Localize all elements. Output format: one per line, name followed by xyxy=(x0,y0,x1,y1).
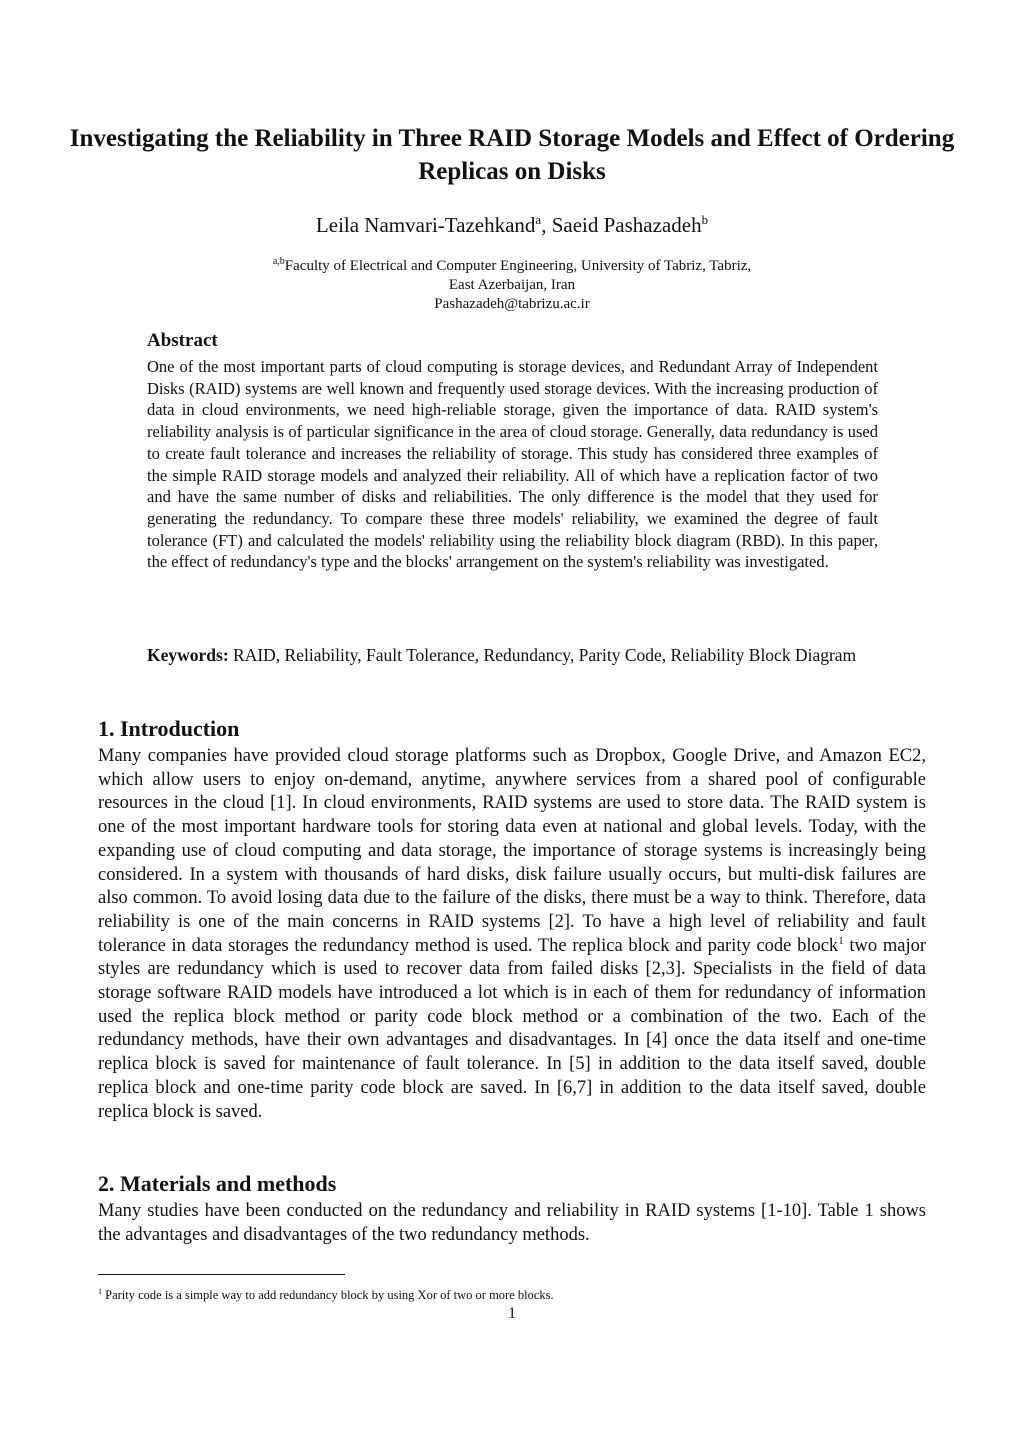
affiliation xyxy=(0,252,1024,314)
author-name: Saeid Pashazadeh xyxy=(551,213,702,237)
author-affiliation-mark: a xyxy=(535,212,542,227)
abstract-heading: Abstract xyxy=(147,330,218,351)
abstract-text: One of the most important parts of cloud computing is storage devices, and Redundant Array of Independent Disks (RAID) systems are well known and frequently used storage devices. With the increasing production of data in cloud environments, we need high-reliable storage, given the importance of data. RAID system's reliability analysis is of particular significance in the area of cloud storage. Generally, data redundancy is used to create fault tolerance and increases the reliability of storage. This study has considered three examples of the simple RAID storage models and analyzed their reliability. All of which have a replication factor of two and have the same number of disks and reliabilities. The only difference is the model that they used for generating the redundancy. To compare these three models' reliability, we examined the degree of fault tolerance (FT) and calculated the models' reliability using the reliability block diagram (RBD). In this paper, the effect of redundancy's type and the blocks' arrangement on the system's reliability was investigated. xyxy=(147,357,878,572)
footnote xyxy=(98,1287,554,1303)
section-heading-methods: 2. Materials and methods xyxy=(98,1171,337,1196)
footnote-text: Parity code is a simple way to add redundancy block by using Xor of two or more blocks. xyxy=(102,1288,554,1303)
footnote-reference: 1 xyxy=(838,934,844,947)
author-email: Pashazadeh@tabrizu.ac.ir xyxy=(434,296,590,312)
author-separator: , xyxy=(541,213,552,237)
affiliation-mark: a,b xyxy=(272,256,285,267)
footnote-divider xyxy=(98,1274,345,1275)
author-name: Leila Namvari-Tazehkand xyxy=(315,213,536,237)
keywords-text: RAID, Reliability, Fault Tolerance, Redundancy, Parity Code, Reliability Block Diagram xyxy=(228,645,857,665)
methods-text: Many studies have been conducted on the redundancy and reliability in RAID systems [1-10]. Table 1 shows the advantages and disadvantages of the two redundancy methods. xyxy=(98,1201,926,1245)
keywords-label: Keywords: xyxy=(147,645,229,665)
footnote-mark: 1 xyxy=(98,1287,102,1296)
section-heading-introduction: 1. Introduction xyxy=(98,716,240,741)
paper-title: Investigating the Reliability in Three RAID Storage Models and Effect of Ordering Replicas on Disks xyxy=(69,125,955,185)
affiliation-line: East Azerbaijan, Iran xyxy=(448,277,576,293)
page-number: 1 xyxy=(508,1305,516,1322)
author-list xyxy=(0,206,1024,239)
introduction-text: Many companies have provided cloud storage platforms such as Dropbox, Google Drive, and Amazon EC2, which allow users to enjoy on-demand, anytime, anywhere services from a shared pool of configurable resources in the cloud [1]. In cloud environments, RAID systems are used to store data. The RAID system is one of the most important hardware tools for storing data even at national and global levels. Today, with the expanding use of cloud computing and data storage, the importance of storage systems is increasingly being considered. In a system with thousands of hard disks, disk failure usually occurs, but multi-disk failures are also common. To avoid losing data due to the failure of the disks, there must be a way to think. Therefore, data reliability is one of the main concerns in RAID systems [2]. To have a high level of reliability and fault tolerance in data storages the redundancy method is used. The replica block and parity code block$^1$ two major styles are redundancy which is used to recover data from failed disks [2,3]. Specialists in the field of data storage software RAID models have introduced a lot which is in each of them for redundancy of information used the replica block method or parity code block method or a combination of the two. Each of the redundancy methods, have their own advantages and disadvantages. In [4] once the data itself and one-time replica block is saved for maintenance of fault tolerance. In [5] in addition to the data itself saved, double replica block and one-time parity code block are saved. In [6,7] in addition to the data itself saved, double replica block is saved. xyxy=(98,746,926,1122)
keywords xyxy=(147,643,878,667)
author-affiliation-mark: b xyxy=(701,212,709,227)
affiliation-line: $^{a,b}$Faculty of Electrical and Computer Engineering, University of Tabriz, Tabriz, xyxy=(272,256,752,274)
